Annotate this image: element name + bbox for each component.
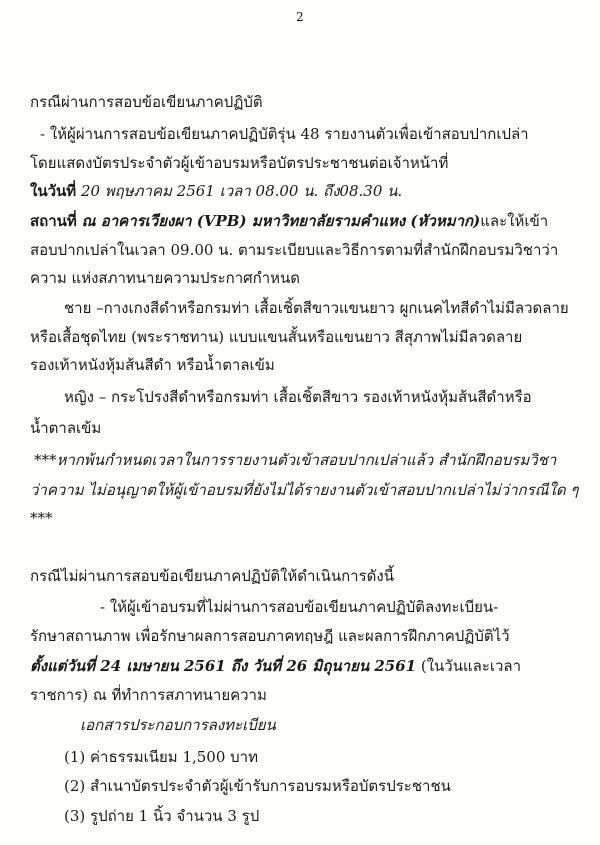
male-dress-line2: หรือเสื้อชุดไทย (พระราชทาน) แบบแขนสั้นหรือแขนยาว สีสุภาพไม่มีลวดลาย xyxy=(30,328,523,346)
section1-paragraph1-line2: โดยแสดงบัตรประจำตัวผู้เข้าอบรมหรือบัตรประชาชนต่อเจ้าหน้าที่ xyxy=(30,154,449,172)
section1-paragraph1-line1: - ให้ผู้ผ่านการสอบข้อเขียนภาคปฏิบัติรุ่น 48 รายงานตัวเพื่อเข้าสอบปากเปล่า xyxy=(40,125,529,143)
exam-place-value: ณ อาคารเวียงผา (VPB) มหาวิทยาลัยรามคำแหง (หัวหมาก) xyxy=(81,212,481,230)
document-item-3: (3) รูปถ่าย 1 นิ้ว จำนวน 3 รูป xyxy=(64,807,260,825)
document-item-2: (2) สำเนาบัตรประจำตัวผู้เข้ารับการอบรมหรือบัตรประชาชน xyxy=(64,777,451,795)
page-number: 2 xyxy=(296,10,304,24)
exam-place-label: สถานที่ xyxy=(30,212,77,230)
female-dress-line2: น้ำตาลเข้ม xyxy=(30,419,102,437)
registration-period: ตั้งแต่วันที่ 24 เมษายน 2561 ถึง วันที่ 26 มิถุนายน 2561 xyxy=(30,657,417,675)
exam-place-tail: และให้เข้า xyxy=(480,212,549,230)
note-text1: หากพ้นกำหนดเวลาในการรายงานตัวเข้าสอบปากเปล่าแล้ว สำนักฝึกอบรมวิชา xyxy=(56,451,557,469)
document-item-1: (1) ค่าธรรมเนียม 1,500 บาท xyxy=(64,748,258,766)
female-dress-line1: หญิง – กระโปรงสีดำหรือกรมท่า เสื้อเชิ้ตสีขาว รองเท้าหนังหุ้มส้นสีดำหรือ xyxy=(64,388,532,406)
registration-period-tail: (ในวันและเวลา xyxy=(416,657,522,675)
male-dress-line1: ชาย –กางเกงสีดำหรือกรมท่า เสื้อเชิ้ตสีขาวแขนยาว ผูกเนคไทสีดำไม่มีลวดลาย xyxy=(64,299,569,317)
section1-paragraph2-line2: ความ แห่งสภาทนายความประกาศกำหนด xyxy=(30,269,301,287)
section1-paragraph2-line1: สอบปากเปล่าในเวลา 09.00 น. ตามระเบียบและวิธีการตามที่สำนักฝึกอบรมวิชาว่า xyxy=(30,241,559,259)
section2-paragraph-line1: - ให้ผู้เข้าอบรมที่ไม่ผ่านการสอบข้อเขียนภาคปฏิบัติลงทะเบียน- xyxy=(100,598,499,616)
male-dress-line3: รองเท้าหนังหุ้มส้นสีดำ หรือน้ำตาลเข้ม xyxy=(30,356,275,374)
note-prefix: *** xyxy=(34,451,57,469)
deadline-note-line2: ว่าความ ไม่อนุญาตให้ผู้เข้าอบรมที่ยังไม่ได้รายงานตัวเข้าสอบปากเปล่าไม่ว่ากรณีใด ๆ xyxy=(30,481,579,499)
section2-paragraph-line4: ราชการ) ณ ที่ทำการสภาทนายความ xyxy=(30,686,267,704)
deadline-note-line1 xyxy=(34,450,556,470)
section2-heading: กรณีไม่ผ่านการสอบข้อเขียนภาคปฏิบัติให้ดำเนินการดังนี้ xyxy=(30,567,394,585)
documents-heading: เอกสารประกอบการลงทะเบียน xyxy=(80,716,276,734)
exam-place-line xyxy=(30,211,548,231)
section1-heading: กรณีผ่านการสอบข้อเขียนภาคปฏิบัติ xyxy=(30,93,263,111)
exam-date-line xyxy=(30,181,402,201)
section2-paragraph-line2: รักษาสถานภาพ เพื่อรักษาผลการสอบภาคทฤษฎี และผลการฝึกภาคปฏิบัติไว้ xyxy=(30,627,510,645)
deadline-note-suffix: *** xyxy=(30,509,53,527)
exam-date-label: ในวันที่ xyxy=(30,182,77,200)
registration-period-line xyxy=(30,656,521,676)
exam-date-value: 20 พฤษภาคม 2561 เวลา 08.00 น. ถึง08.30 น. xyxy=(80,182,403,200)
